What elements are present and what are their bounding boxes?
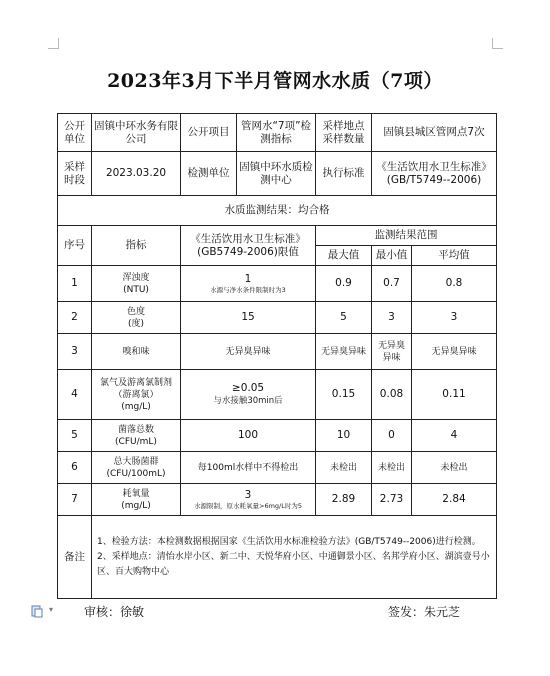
site-label: 采样地点采样数量 xyxy=(316,114,372,152)
col-range: 监测结果范围 xyxy=(316,226,497,246)
data-row-2 xyxy=(58,302,497,334)
row-min: 0.08 xyxy=(372,370,412,420)
row-indicator xyxy=(92,452,181,484)
time-label: 采样时段 xyxy=(58,152,92,196)
publisher-value: 固镇中环水务有限公司 xyxy=(92,114,181,152)
indicator-unit: (度) xyxy=(127,318,145,329)
row-max: 5 xyxy=(316,302,372,334)
limit-value: 1 xyxy=(244,272,252,285)
std-label: 执行标准 xyxy=(316,152,372,196)
row-indicator xyxy=(92,266,181,302)
chevron-down-icon[interactable]: ▾ xyxy=(49,605,54,614)
data-row-4 xyxy=(58,370,497,420)
row-avg: 2.84 xyxy=(412,484,497,516)
limit-note: 水源与净水条件限制时为3 xyxy=(210,285,286,294)
item-label: 公开项目 xyxy=(181,114,237,152)
row-max: 10 xyxy=(316,420,372,452)
publisher-label: 公开单位 xyxy=(58,114,92,152)
row-no: 2 xyxy=(58,302,92,334)
limit-value: ≥0.05 xyxy=(231,382,265,394)
row-min: 无异臭异味 xyxy=(372,334,412,370)
col-limit: 《生活饮用水卫生标准》(GB5749-2006)限值 xyxy=(181,226,316,266)
indicator-unit: (CFU/mL) xyxy=(115,436,157,447)
column-header-row-1 xyxy=(58,226,497,246)
row-no: 6 xyxy=(58,452,92,484)
remark-item: 1、检验方法：本检测数据根据国家《生活饮用水标准检验方法》(GB/T5749--2006)进行检测。 xyxy=(97,536,481,547)
indicator-name: 耗氧量 xyxy=(122,488,150,499)
row-min: 2.73 xyxy=(372,484,412,516)
row-indicator: 嗅和味 xyxy=(92,334,181,370)
indicator-unit: (NTU) xyxy=(123,284,149,295)
page-title: 2023年3月下半月管网水水质（7项） xyxy=(107,70,443,92)
header-row-1 xyxy=(58,114,497,152)
limit-value: 3 xyxy=(244,488,252,501)
row-min: 0 xyxy=(372,420,412,452)
limit-note: 与水接触30min后 xyxy=(213,396,283,406)
remarks-content xyxy=(92,516,497,599)
row-limit: 每100ml水样中不得检出 xyxy=(181,452,316,484)
row-max: 0.9 xyxy=(316,266,372,302)
result-row xyxy=(58,196,497,226)
indicator-name: 浑浊度 xyxy=(122,272,150,283)
indicator-unit: (CFU/100mL) xyxy=(106,468,166,479)
row-no: 7 xyxy=(58,484,92,516)
row-avg: 0.8 xyxy=(412,266,497,302)
indicator-unit: (mg/L) xyxy=(121,500,151,511)
row-min: 3 xyxy=(372,302,412,334)
data-row-1 xyxy=(58,266,497,302)
site-value: 固镇县城区管网点7次 xyxy=(372,114,497,152)
row-avg: 3 xyxy=(412,302,497,334)
row-indicator xyxy=(92,484,181,516)
row-no: 3 xyxy=(58,334,92,370)
row-avg: 未检出 xyxy=(412,452,497,484)
limit-note: 水源限制，原水耗氧量>6mg/L时为5 xyxy=(194,501,302,510)
indicator-name: 色度 xyxy=(126,306,145,317)
indicator-name: 菌落总数 xyxy=(117,424,154,435)
time-value: 2023.03.20 xyxy=(92,152,181,196)
result-text: 水质监测结果：均合格 xyxy=(58,196,497,226)
col-no: 序号 xyxy=(58,226,92,266)
col-min: 最小值 xyxy=(372,246,412,266)
row-max: 0.15 xyxy=(316,370,372,420)
data-row-7 xyxy=(58,484,497,516)
row-indicator xyxy=(92,370,181,420)
remark-item: 2、采样地点：清怡水岸小区、新二中、天悦华府小区、中通御景小区、名邦学府小区、湖滨壹号小区、百大购物中心 xyxy=(97,551,490,577)
row-max: 未检出 xyxy=(316,452,372,484)
row-limit xyxy=(181,370,316,420)
row-min: 0.7 xyxy=(372,266,412,302)
row-avg: 无异臭异味 xyxy=(412,334,497,370)
row-avg: 4 xyxy=(412,420,497,452)
indicator-name: 氯气及游离氯制剂（游离氯） xyxy=(99,377,172,400)
row-indicator xyxy=(92,302,181,334)
indicator-name: 总大肠菌群 xyxy=(113,456,159,467)
margin-corner-top-right xyxy=(492,38,503,49)
reviewer: 审核：徐敏 xyxy=(84,605,145,619)
row-avg: 0.11 xyxy=(412,370,497,420)
row-min: 未检出 xyxy=(372,452,412,484)
row-limit xyxy=(181,266,316,302)
signer: 签发：朱元芝 xyxy=(388,605,461,619)
lab-label: 检测单位 xyxy=(181,152,237,196)
col-indicator: 指标 xyxy=(92,226,181,266)
lab-value: 固镇中环水质检测中心 xyxy=(237,152,316,196)
row-limit: 15 xyxy=(181,302,316,334)
remarks-label: 备注 xyxy=(58,516,92,599)
col-max: 最大值 xyxy=(316,246,372,266)
margin-corner-top-left xyxy=(48,38,59,49)
data-row-5 xyxy=(58,420,497,452)
data-row-3 xyxy=(58,334,497,370)
col-avg: 平均值 xyxy=(412,246,497,266)
row-max: 无异臭异味 xyxy=(316,334,372,370)
row-limit: 无异臭异味 xyxy=(181,334,316,370)
remarks-row xyxy=(58,516,497,599)
row-no: 1 xyxy=(58,266,92,302)
item-value: 管网水“7项”检测指标 xyxy=(237,114,316,152)
row-limit: 100 xyxy=(181,420,316,452)
row-limit xyxy=(181,484,316,516)
std-value: 《生活饮用水卫生标准》(GB/T5749--2006) xyxy=(372,152,497,196)
paste-options-icon[interactable] xyxy=(31,604,43,618)
indicator-unit: (mg/L) xyxy=(121,401,151,412)
row-no: 4 xyxy=(58,370,92,420)
data-row-6 xyxy=(58,452,497,484)
water-quality-table xyxy=(57,113,497,599)
row-indicator xyxy=(92,420,181,452)
header-row-2 xyxy=(58,152,497,196)
row-max: 2.89 xyxy=(316,484,372,516)
row-no: 5 xyxy=(58,420,92,452)
